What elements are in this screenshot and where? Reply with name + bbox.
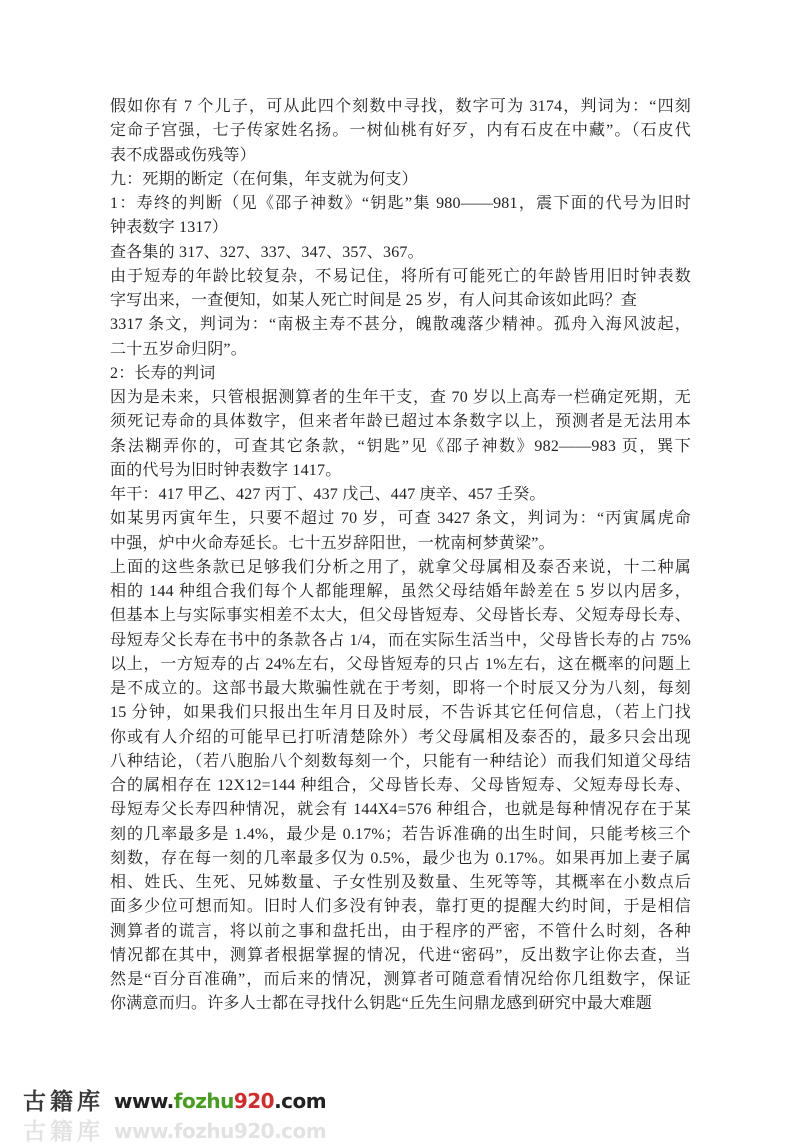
text-line: 刻的几率最多是 1.4%，最少是 0.17%；若告诉准确的出生时间，只能考核三个: [110, 825, 691, 843]
text-line: 因为是未来，只管根据测算者的生年干支，查 70 岁以上高寿一栏确定死期，无: [110, 389, 691, 406]
text-line: 年干：417 甲乙、427 丙丁、437 戊己、447 庚辛、457 壬癸。: [110, 486, 546, 503]
text-line: 九：死期的断定（在何集，年支就为何支）: [110, 170, 418, 188]
text-line: 假如你有 7 个儿子，可从此四个刻数中寻找，数字可为 3174，判词为：“四刻: [110, 98, 691, 115]
text-line: 1：寿终的判断（见《邵子神数》“钥匙”集 980——981，震下面的代号为旧时: [110, 195, 691, 212]
text-line: 你满意而归。许多人士都在寻找什么钥匙“丘先生问鼎龙感到研究中最大难题: [110, 995, 652, 1013]
text-line: 由于短寿的年龄比较复杂，不易记住，将所有可能死亡的年龄皆用旧时钟表数: [110, 267, 691, 285]
watermark-url-www: www.: [114, 1089, 174, 1113]
text-line: 以上，一方短寿的占 24%左右，父母皆短寿的只占 1%左右，这在概率的问题上: [110, 655, 691, 673]
text-line: 上面的这些条款已足够我们分析之用了，就拿父母属相及泰否来说，十二种属: [110, 558, 691, 576]
text-line: 查各集的 317、327、337、347、357、367。: [110, 243, 424, 261]
text-line: 但基本上与实际事实相差不太大，但父母皆短寿、父母皆长寿、父短寿母长寿、: [110, 607, 691, 625]
watermark-ghost-url: www.: [114, 1119, 174, 1143]
text-line: 中强，炉中火命寿延长。七十五岁辞阳世，一枕南柯梦黄梁”。: [110, 534, 555, 552]
text-line: 条法糊弄你的，可查其它条款，“钥匙”见《邵子神数》982——983 页，巽下: [110, 437, 691, 455]
text-line: 二十五岁命归阴”。: [110, 340, 247, 358]
text-line: 测算者的谎言，将以前之事和盘托出，由于程序的严密，不管什么时刻，各种: [110, 922, 691, 940]
text-line: 然是“百分百准确”，而后来的情况，测算者可随意看情况给你几组数字，保证: [110, 971, 691, 988]
text-line: 刻数，存在每一刻的几率最多仅为 0.5%，最少也为 0.17%。如果再加上妻子属: [110, 849, 691, 867]
watermark-url-number: 920: [233, 1089, 275, 1113]
text-line: 母短寿父长寿四种情况，就会有 144X4=576 种组合，也就是每种情况存在于某: [110, 801, 691, 819]
text-line: 如某男丙寅年生，只要不超过 70 岁，可查 3427 条文，判词为：“丙寅属虎命: [110, 510, 691, 528]
watermark: [23, 1083, 326, 1116]
text-line: 2：长寿的判词: [110, 364, 216, 382]
watermark-url-tld: .com: [274, 1089, 327, 1113]
text-line: 是不成立的。这部书最大欺骗性就在于考刻，即将一个时辰又分为八刻，每刻: [110, 680, 691, 697]
text-line: 面的代号为旧时钟表数字 1417。: [110, 461, 342, 479]
document-text: [110, 95, 691, 1017]
text-line: 相的 144 种组合我们每个人都能理解，虽然父母结婚年龄差在 5 岁以内居多，: [110, 583, 691, 600]
text-line: 15 分钟，如果我们只报出生年月日及时辰，不告诉其它任何信息，（若上门找: [110, 704, 691, 722]
text-line: 八种结论，（若八胞胎八个刻数每刻一个，只能有一种结论）而我们知道父母结: [110, 752, 691, 770]
text-line: 母短寿父长寿在书中的条款各占 1/4，而在实际生活当中，父母皆长寿的占 75%: [110, 631, 691, 649]
text-line: 定命子宫强，七子传家姓名扬。一树仙桃有好歹，内有石皮在中藏”。（石皮代: [110, 122, 691, 140]
text-line: 钟表数字 1317）: [110, 219, 229, 237]
text-line: 合的属相存在 12X12=144 种组合，父母皆长寿、父母皆短寿、父短寿母长寿、: [110, 777, 691, 794]
text-line: 3317 条文，判词为：“南极主寿不甚分，魄散魂落少精神。孤舟入海风波起，: [110, 316, 691, 334]
text-line: 须死记寿命的具体数字，但来者年龄已超过本条数字以上，预测者是无法用本: [110, 413, 691, 431]
text-line: 你或有人介绍的可能早已打听清楚除外）考父母属相及泰否的，最多只会出现: [110, 728, 691, 746]
watermark-ghost-site: 古籍库: [23, 1119, 104, 1145]
watermark-ghost: 古籍库 www.fozhu920.com: [23, 1119, 327, 1145]
watermark-url-domain: fozhu: [173, 1089, 234, 1113]
watermark-site-name: 古籍库: [23, 1089, 104, 1115]
text-line: 字写出来，一查便知，如某人死亡时间是 25 岁，有人问其命该如此吗？查: [110, 292, 638, 309]
text-line: 面多少位可想而知。旧时人们多没有钟表，靠打更的提醒大约时间，于是相信: [110, 898, 691, 916]
text-line: 情况都在其中，测算者根据掌握的情况，代进“密码”，反出数字让你去查，当: [110, 946, 691, 964]
text-line: 相、姓氏、生死、兄姊数量、子女性别及数量、生死等等，其概率在小数点后: [110, 874, 691, 891]
text-line: 表不成器或伤残等）: [110, 146, 256, 164]
